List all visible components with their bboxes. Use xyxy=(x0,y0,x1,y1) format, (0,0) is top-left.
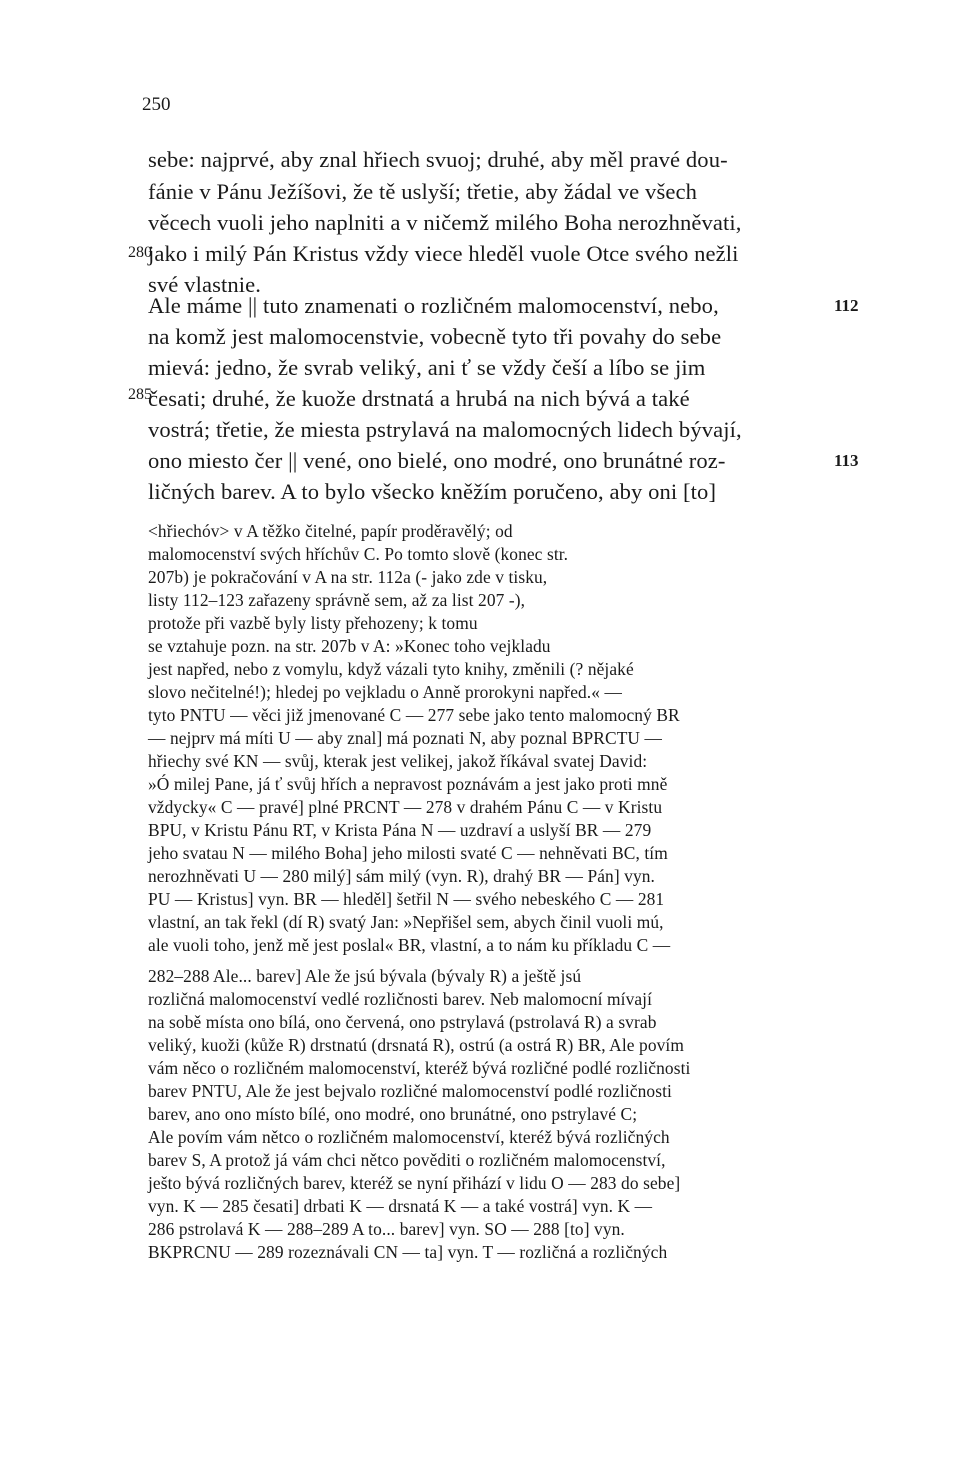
text-line: věcech vuoli jeho naplniti a v ničemž milého Boha nerozhněvati, xyxy=(148,210,742,235)
note-line: veliký, kuoži (kůže R) drstnatú (drsnatá R), ostrú (a ostrá R) BR, Ale povím xyxy=(148,1035,684,1055)
text-line: na komž jest malomocenstvie, vobecně tyto tři povahy do sebe xyxy=(148,324,722,349)
text-line: své vlastnie. xyxy=(148,272,261,297)
text-line: vostrá; třetie, že miesta pstrylavá na malomocných lidech bývají, xyxy=(148,417,742,442)
note-line: 207b) je pokračování v A na str. 112a (- jako zde v tisku, xyxy=(148,567,548,587)
note-line: ale vuoli toho, jenž mě jest poslal« BR, vlastní, a to nám ku příkladu C — xyxy=(148,935,671,955)
text-line: ličných barev. A to bylo všecko kněžím poručeno, aby oni [to] xyxy=(148,479,717,504)
line-number: 285 xyxy=(128,386,152,403)
note-line: <hřiechóv> v A těžko čitelné, papír proděravělý; od xyxy=(148,521,513,541)
note-line: hřiechy své KN — svůj, kterak jest velikej, jakož říkával svatej David: xyxy=(148,751,648,771)
note-line: na sobě místa ono bílá, ono červená, ono pstrylavá (pstrolavá R) a svrab xyxy=(148,1012,657,1032)
folio-marker: 112 xyxy=(834,296,859,315)
note-line: jest napřed, nebo z vomylu, když vázali tyto knihy, změnili (? nějaké xyxy=(148,659,634,679)
page-number: 250 xyxy=(142,94,171,115)
note-line: Ale povím vám nětco o rozličném malomocenství, kteréž bývá rozličných xyxy=(148,1127,670,1147)
note-line: barev S, A protož já vám chci nětco pověditi o rozličném malomocenství, xyxy=(148,1150,666,1170)
note-line: se vztahuje pozn. na str. 207b v A: »Konec toho vejkladu xyxy=(148,636,551,656)
text-line: fánie v Pánu Ježíšovi, že tě uslyší; třetie, aby žádal ve všech xyxy=(148,179,697,204)
note-line: protože při vazbě byly listy přehozeny; k tomu xyxy=(148,613,478,633)
note-line: jeho svatau N — milého Boha] jeho milosti svaté C — nehněvati BC, tím xyxy=(148,843,668,863)
note-line: — nejprv má míti U — aby znal] má poznati N, aby poznal BPRCTU — xyxy=(148,728,663,748)
text-line: sebe: najprvé, aby znal hřiech svuoj; druhé, aby měl pravé dou- xyxy=(148,147,728,172)
note-line: PU — Kristus] vyn. BR — hleděl] šetřil N — svého nebeského C — 281 xyxy=(148,889,665,909)
note-line: vždycky« C — pravé] plné PRCNT — 278 v drahém Pánu C — v Kristu xyxy=(148,797,663,817)
note-line: slovo nečitelné!); hledej po vejkladu o Anně prorokyni napřed.« — xyxy=(148,682,622,702)
text-line: ono miesto čer || vené, ono bielé, ono modré, ono brunátné roz- xyxy=(148,448,726,473)
note-line: vlastní, an tak řekl (dí R) svatý Jan: »Nepřišel sem, abych činil vuoli mú, xyxy=(148,912,664,932)
note-line: rozličná malomocenství vedlé rozličnosti barev. Neb malomocní mívají xyxy=(148,989,653,1009)
text-line: jako i milý Pán Kristus vždy viece hleděl vuole Otce svého nežli xyxy=(148,241,739,266)
line-number: 280 xyxy=(128,244,152,261)
note-line: »Ó milej Pane, já ť svůj hřích a nepravost poznávám a jest jako proti mně xyxy=(148,774,668,794)
text-line: Ale máme || tuto znamenati o rozličném malomocenství, nebo, xyxy=(148,293,719,318)
note-line: listy 112–123 zařazeny správně sem, až za list 207 -), xyxy=(148,590,526,610)
note-line: BKPRCNU — 289 rozeznávali CN — ta] vyn. T — rozličná a rozličných xyxy=(148,1242,668,1262)
note-line: tyto PNTU — věci již jmenované C — 277 sebe jako tento malomocný BR xyxy=(148,705,680,725)
note-line: barev, ano ono místo bílé, ono modré, ono brunátné, ono pstrylavé C; xyxy=(148,1104,638,1124)
text-line: mievá: jedno, že svrab veliký, ani ť se vždy češí a líbo se jim xyxy=(148,355,706,380)
note-line: 282–288 Ale... barev] Ale že jsú bývala (bývaly R) a ještě jsú xyxy=(148,966,582,986)
note-line: BPU, v Kristu Pánu RT, v Krista Pána N — uzdraví a uslyší BR — 279 xyxy=(148,820,652,840)
note-line: nerozhněvati U — 280 milý] sám milý (vyn. R), drahý BR — Pán] vyn. xyxy=(148,866,655,886)
note-line: barev PNTU, Ale že jest bejvalo rozličné malomocenství podlé rozličnosti xyxy=(148,1081,672,1101)
note-line: ješto bývá rozličných barev, kteréž se nyní přihází v lidu O — 283 do sebe] xyxy=(148,1173,681,1193)
note-line: malomocenství svých hříchův C. Po tomto slově (konec str. xyxy=(148,544,569,564)
note-line: 286 pstrolavá K — 288–289 A to... barev] vyn. SO — 288 [to] vyn. xyxy=(148,1219,625,1239)
folio-marker: 113 xyxy=(834,451,859,470)
text-line: česati; druhé, že kuože drstnatá a hrubá na nich bývá a také xyxy=(148,386,690,411)
note-line: vyn. K — 285 česati] drbati K — drsnatá K — a také vostrá] vyn. K — xyxy=(148,1196,653,1216)
note-line: vám něco o rozličném malomocenství, kteréž bývá rozličné podlé rozličnosti xyxy=(148,1058,691,1078)
